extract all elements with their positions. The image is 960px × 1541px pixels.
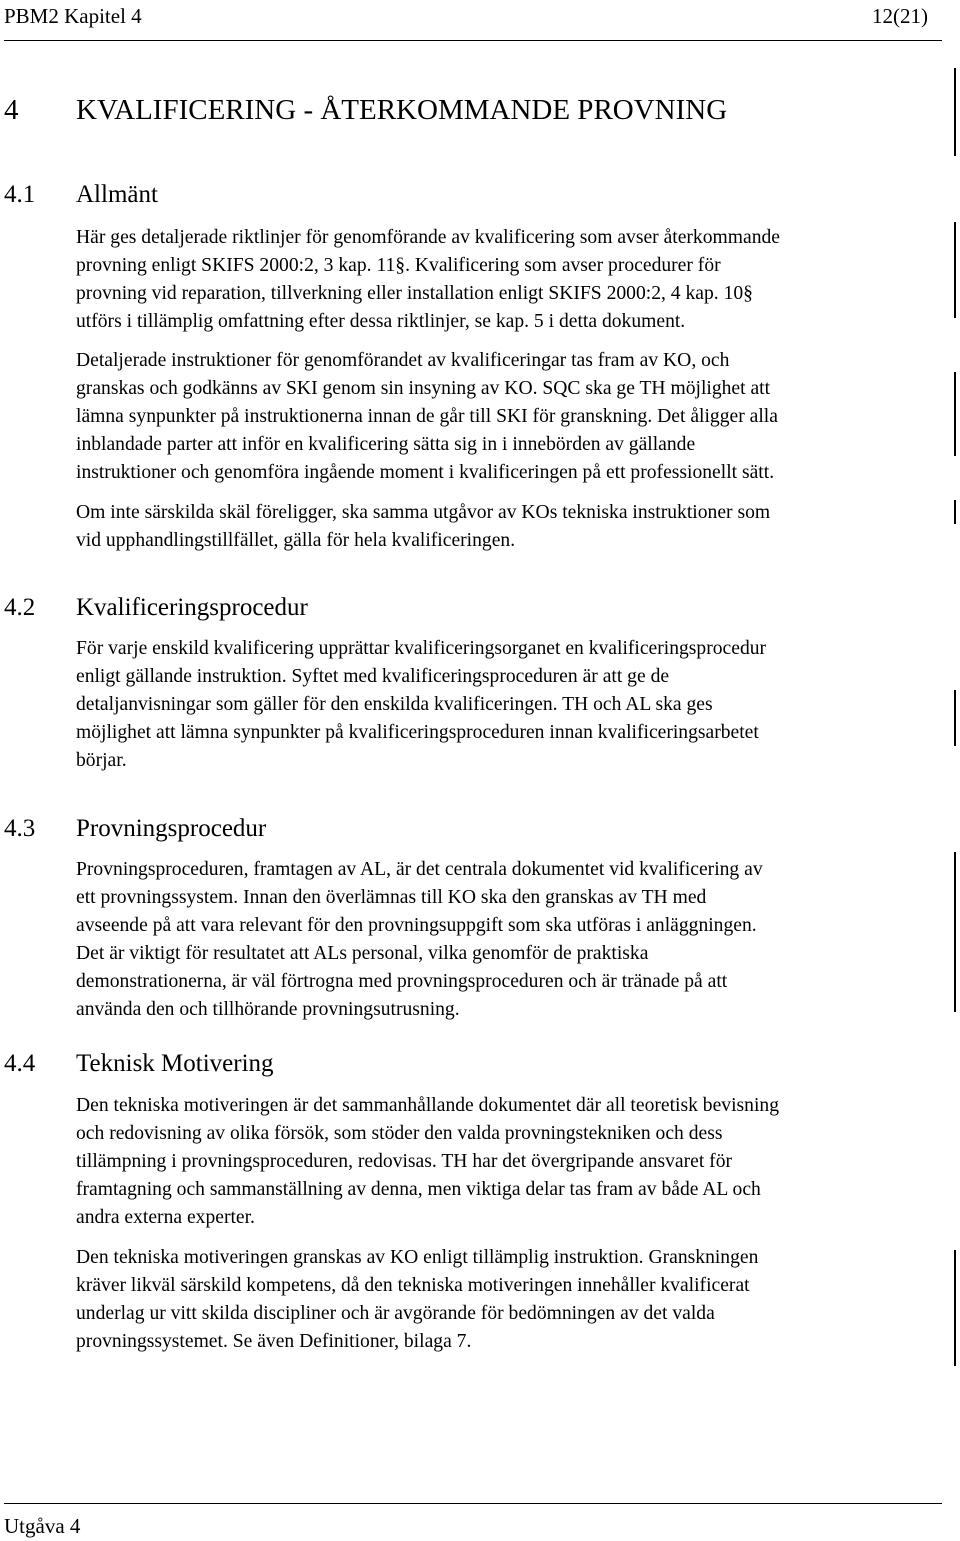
chapter-number: 4: [4, 94, 19, 126]
section-title: Allmänt: [76, 181, 158, 208]
change-bar: [954, 1250, 956, 1366]
section-title: Teknisk Motivering: [76, 1050, 274, 1077]
section-heading: [4, 1048, 274, 1080]
paragraph: Provningsproceduren, framtagen av AL, är det centrala dokumentet vid kvalificering av ett provningssystem. Innan den överlämnas till KO ska den granskas av TH med avseende på att vara relevant för den provningsuppgift som ska utföras i anläggningen. Det är viktigt för resultatet att ALs personal, vilka genomför de praktiska demonstrationerna, är väl förtrogna med provningsproceduren och är tränade på att använda den och tillhörande provningsutrusning.: [76, 859, 763, 1020]
paragraph: För varje enskild kvalificering upprättar kvalificeringsorganet en kvalificeringsprocedur enligt gällande instruktion. Syftet med kvalificeringsproceduren är att ge de detaljanvisningar som gäller för den enskilda kvalificeringen. TH och AL ska ges möjlighet att lämna synpunkter på kvalificeringsproceduren innan kvalificeringsarbetet börjar.: [76, 638, 767, 771]
section-title: Kvalificeringsprocedur: [76, 594, 308, 621]
section-heading: [4, 592, 308, 624]
section-number: 4.1: [4, 181, 36, 208]
paragraph: Detaljerade instruktioner för genomförandet av kvalificeringar tas fram av KO, och granskas och godkänns av SKI genom sin insyning av KO. SQC ska ge TH möjlighet att lämna synpunkter på instruktionerna innan de går till SKI för granskning. Det åligger alla inblandade parter att inför en kvalificering sätta sig in i innebörden av gällande instruktioner och genomföra ingående moment i kvalificeringen på ett professionellt sätt.: [76, 350, 778, 483]
chapter-title: KVALIFICERING - ÅTERKOMMANDE PROVNING: [76, 94, 728, 126]
edition-label: Utgåva 4: [4, 1514, 81, 1538]
change-bar: [954, 372, 956, 456]
change-bar: [954, 68, 956, 156]
paragraph: Här ges detaljerade riktlinjer för genomförande av kvalificering som avser återkommande provning enligt SKIFS 2000:2, 3 kap. 11§. Kvalificering som avser procedurer för provning vid reparation, tillverkning eller installation enligt SKIFS 2000:2, 4 kap. 10§ utförs i tillämplig omfattning efter dessa riktlinjer, se kap. 5 i detta dokument.: [76, 227, 780, 332]
section-number: 4.2: [4, 594, 36, 621]
document-title: PBM2 Kapitel 4: [4, 4, 142, 28]
section-title: Provningsprocedur: [76, 815, 267, 842]
paragraph: Den tekniska motiveringen granskas av KO enligt tillämplig instruktion. Granskningen kräver likväl särskild kompetens, då den tekniska motiveringen innehåller kvalificerat underlag ur vitt skilda discipliner och är avgörande för bedömningen av det valda provningssystemet. Se även Definitioner, bilaga 7.: [76, 1247, 759, 1352]
change-bar: [954, 852, 956, 1012]
chapter-heading: [4, 90, 727, 130]
page-number: 12(21): [872, 4, 928, 28]
change-bar: [954, 690, 956, 746]
page-header: [4, 0, 942, 41]
paragraph: Om inte särskilda skäl föreligger, ska samma utgåvor av KOs tekniska instruktioner som vid upphandlingstillfället, gälla för hela kvalificeringen.: [76, 502, 771, 551]
section-heading: [4, 179, 158, 211]
change-bar: [954, 222, 956, 318]
section-number: 4.4: [4, 1050, 36, 1077]
section-heading: [4, 813, 266, 845]
page-footer: [4, 1503, 942, 1541]
paragraph: Den tekniska motiveringen är det sammanhållande dokumentet där all teoretisk bevisning och redovisning av olika försök, som stöder den valda provningstekniken och dess tillämpning i provningsproceduren, redovisas. TH har det övergripande ansvaret för framtagning och sammanställning av denna, men viktiga delar tas fram av både AL och andra externa experter.: [76, 1095, 779, 1228]
change-bar: [954, 500, 956, 524]
section-number: 4.3: [4, 815, 36, 842]
